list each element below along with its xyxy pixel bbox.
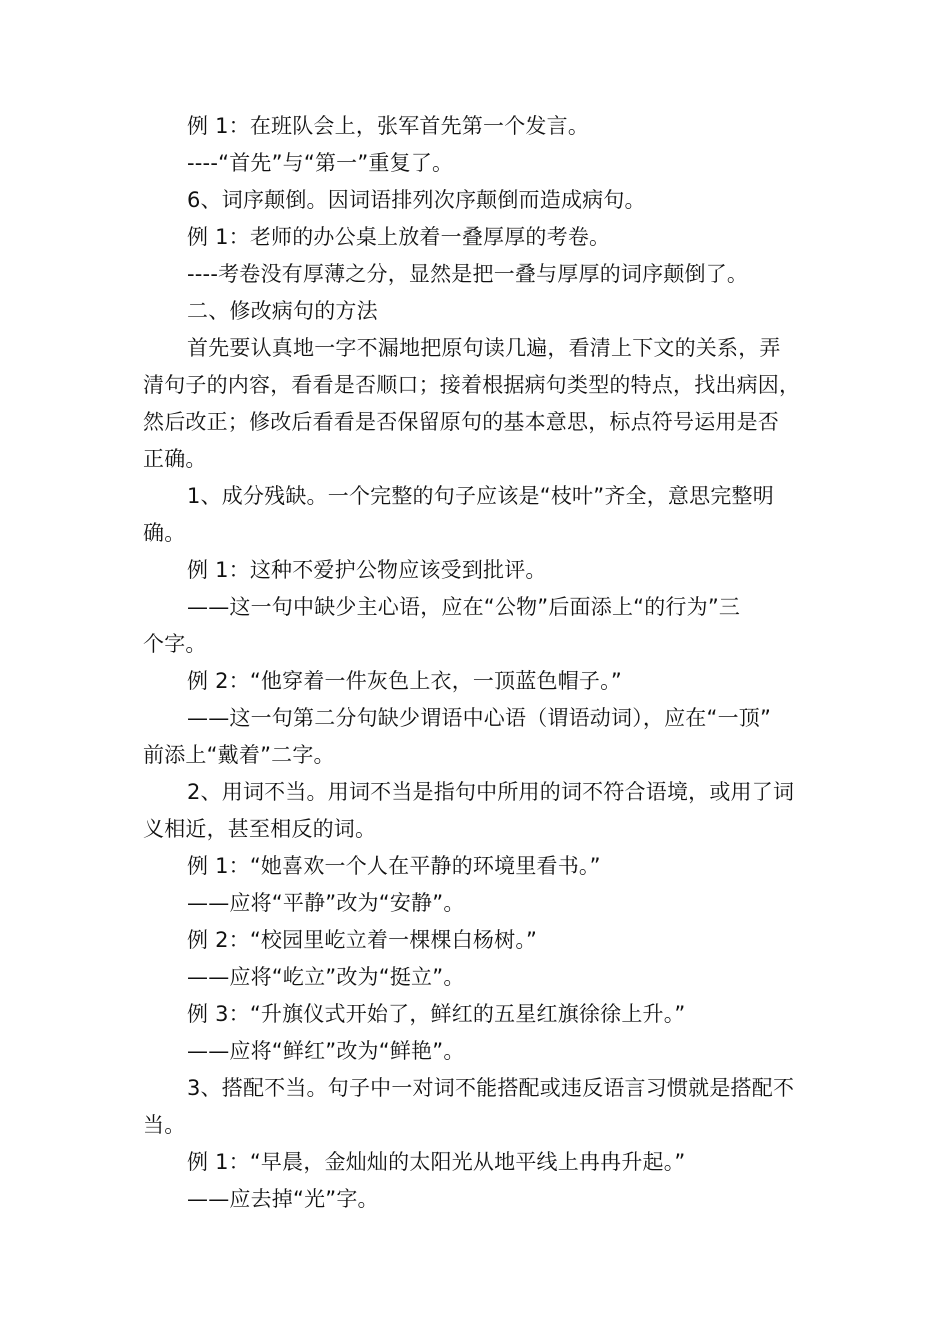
text-line: 例 1：“她喜欢一个人在平静的环境里看书。” — [187, 854, 601, 878]
text-line: 个字。 — [143, 632, 207, 656]
text-line: 首先要认真地一字不漏地把原句读几遍，看清上下文的关系，弄 — [187, 336, 781, 360]
text-line: 清句子的内容，看看是否顺口；接着根据病句类型的特点，找出病因， — [143, 373, 801, 397]
text-line: 例 1：“早晨，金灿灿的太阳光从地平线上冉冉升起。” — [187, 1150, 686, 1174]
text-line: 确。 — [143, 521, 186, 545]
text-line: 然后改正；修改后看看是否保留原句的基本意思，标点符号运用是否 — [143, 410, 779, 434]
text-line: ——这一句第二分句缺少谓语中心语（谓语动词），应在“一顶” — [187, 706, 772, 730]
text-line: 义相近，甚至相反的词。 — [143, 817, 377, 841]
text-line: ——应将“鲜红”改为“鲜艳”。 — [187, 1039, 465, 1063]
text-line: ----考卷没有厚薄之分，显然是把一叠与厚厚的词序颠倒了。 — [187, 262, 749, 286]
text-line: 例 3：“升旗仪式开始了，鲜红的五星红旗徐徐上升。” — [187, 1002, 686, 1026]
text-line: 6、词序颠倒。因词语排列次序颠倒而造成病句。 — [187, 188, 646, 212]
text-line: 例 1：老师的办公桌上放着一叠厚厚的考卷。 — [187, 225, 611, 249]
text-line: 例 2：“校园里屹立着一棵棵白杨树。” — [187, 928, 538, 952]
text-line: 前添上“戴着”二字。 — [143, 743, 335, 767]
text-line: 例 1：在班队会上，张军首先第一个发言。 — [187, 114, 590, 138]
text-line: 二、修改病句的方法 — [187, 299, 378, 323]
text-line: 例 1：这种不爱护公物应该受到批评。 — [187, 558, 547, 582]
text-line: 正确。 — [143, 447, 207, 471]
text-line: ----“首先”与“第一”重复了。 — [187, 151, 454, 175]
text-line: 例 2：“他穿着一件灰色上衣，一顶蓝色帽子。” — [187, 669, 622, 693]
text-line: ——这一句中缺少主心语，应在“公物”后面添上“的行为”三 — [187, 595, 741, 619]
text-line: ——应将“平静”改为“安静”。 — [187, 891, 465, 915]
text-line: ——应将“屹立”改为“挺立”。 — [187, 965, 465, 989]
text-line: 当。 — [143, 1113, 186, 1137]
document-body — [143, 108, 811, 1218]
text-line: 3、搭配不当。句子中一对词不能搭配或违反语言习惯就是搭配不 — [187, 1076, 795, 1100]
text-line: 1、成分残缺。一个完整的句子应该是“枝叶”齐全，意思完整明 — [187, 484, 774, 508]
text-line: 2、用词不当。用词不当是指句中所用的词不符合语境，或用了词 — [187, 780, 795, 804]
text-line: ——应去掉“光”字。 — [187, 1187, 379, 1211]
